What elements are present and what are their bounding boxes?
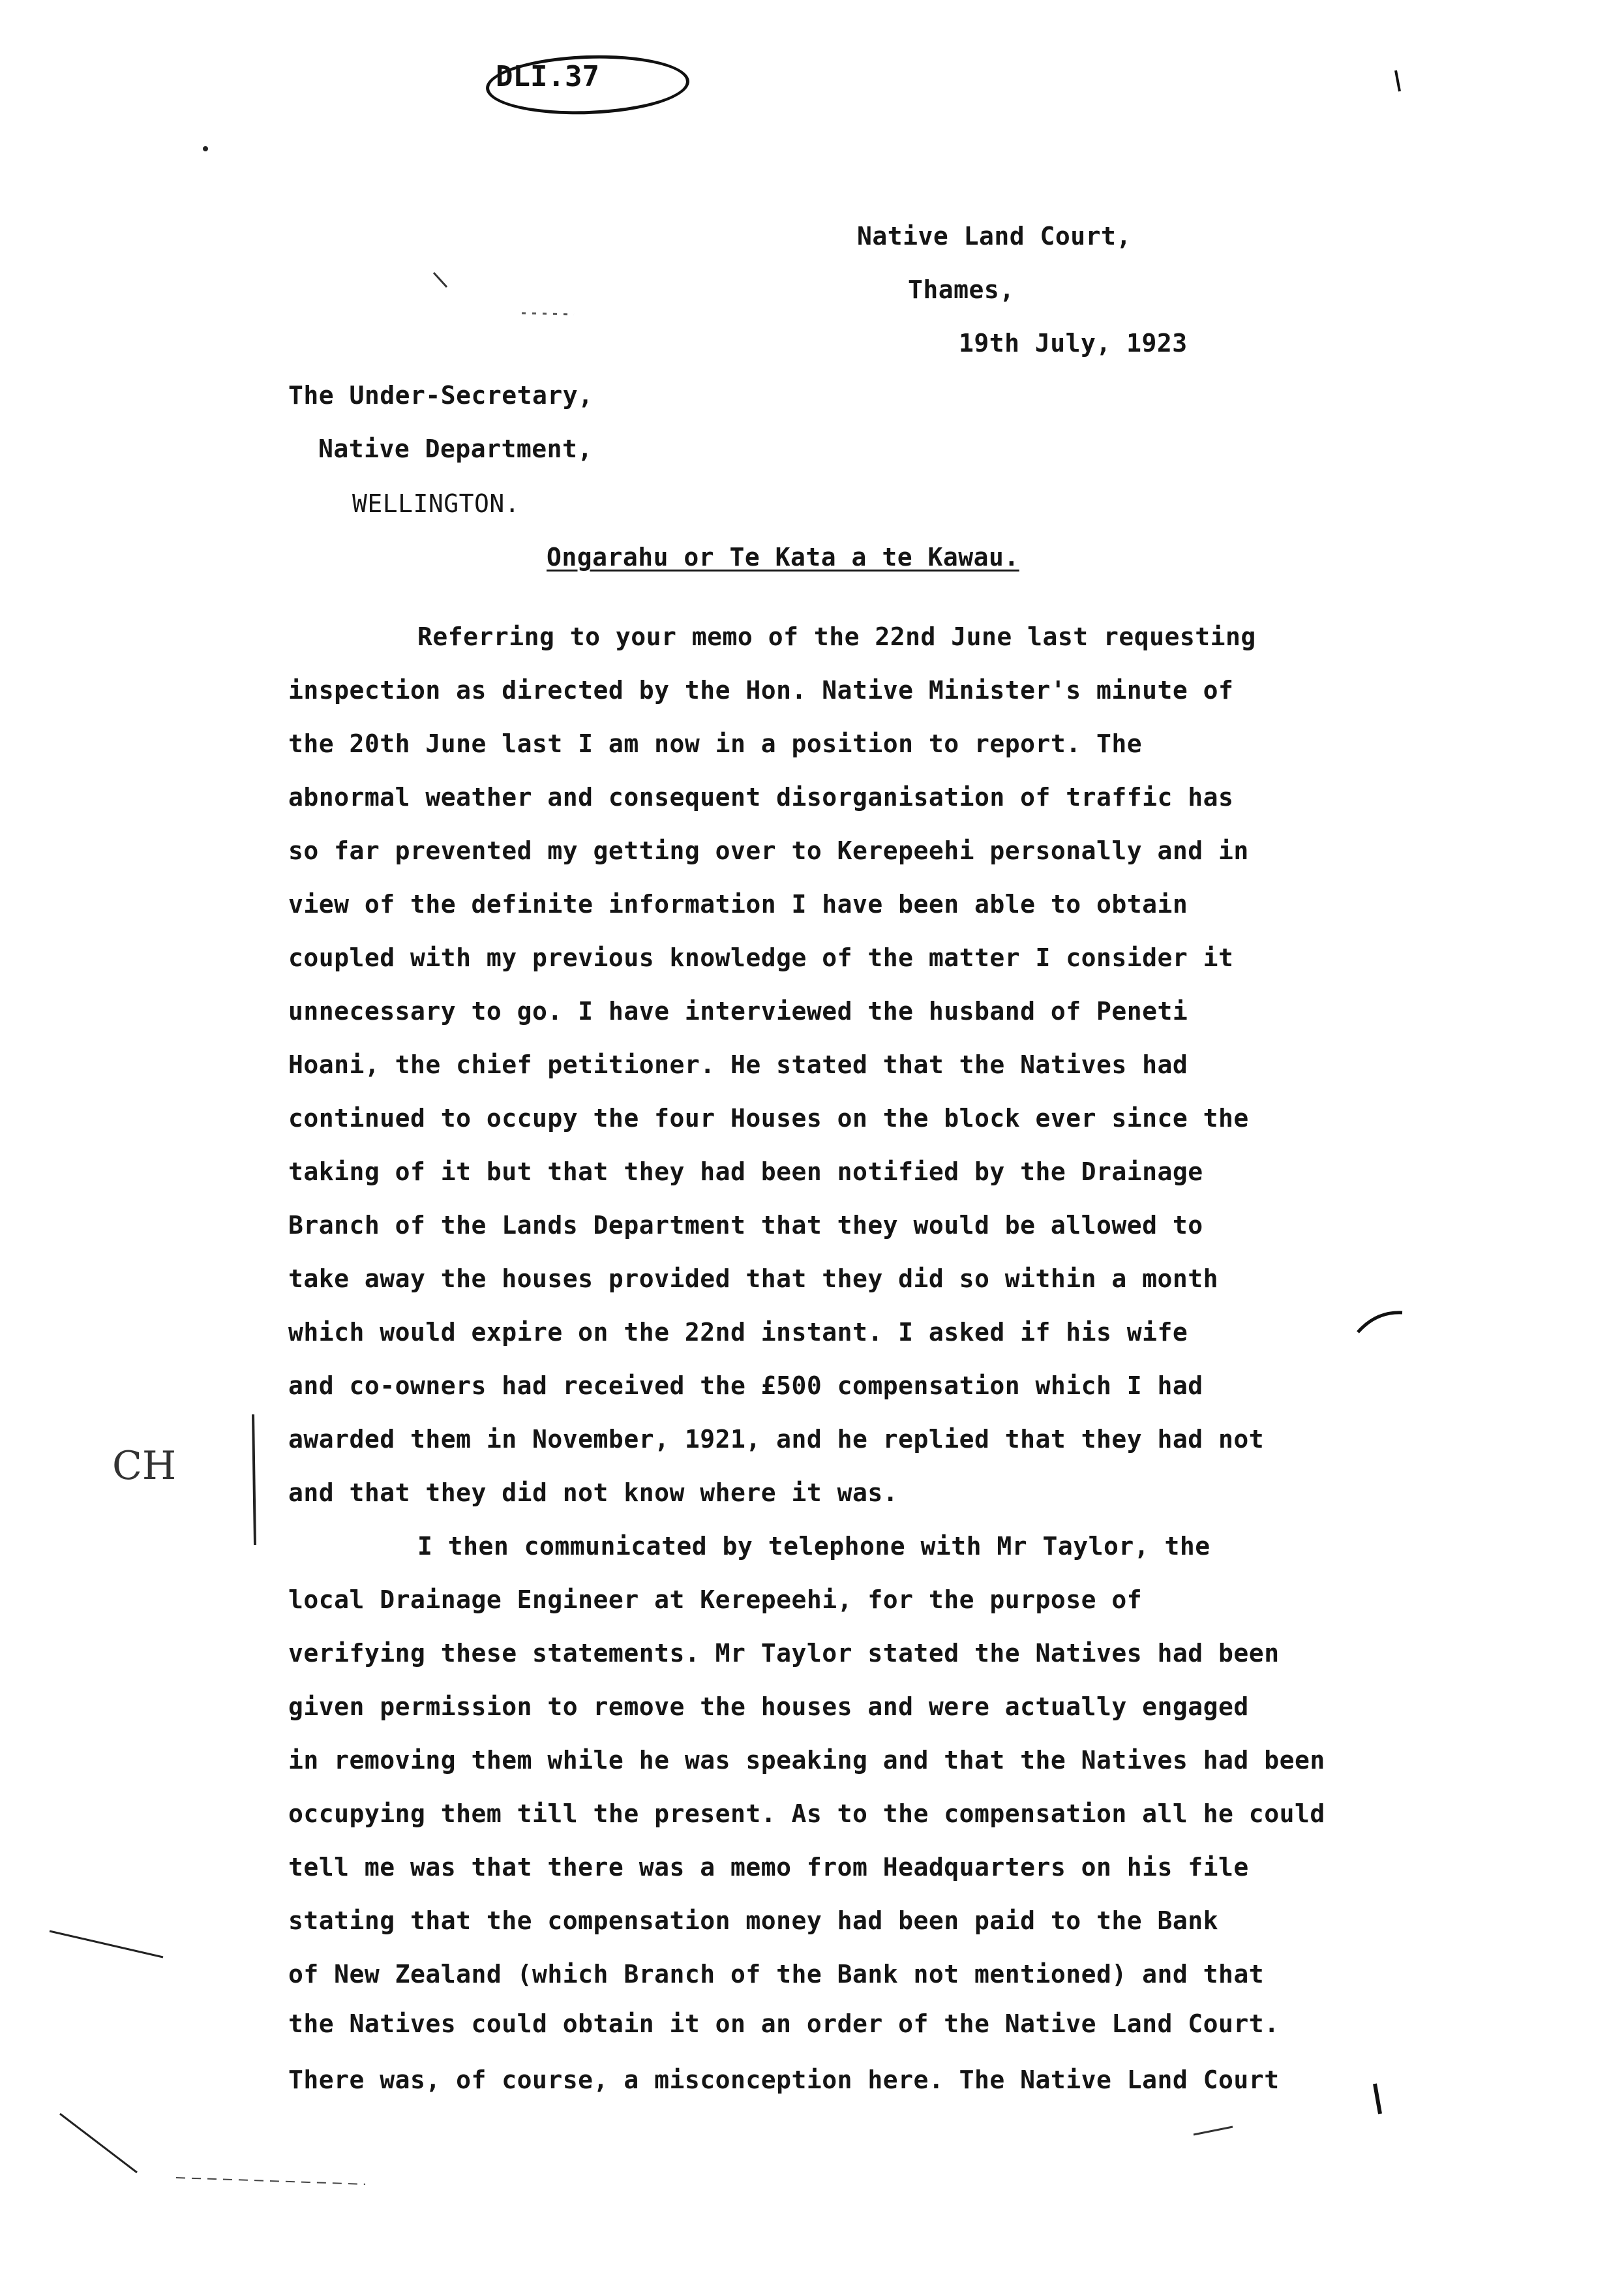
body-line: Hoani, the chief petitioner. He stated that the Natives had (288, 1050, 1188, 1079)
body-line: and co-owners had received the £500 compensation which I had (288, 1371, 1203, 1400)
body-line: abnormal weather and consequent disorganisation of traffic has (288, 783, 1234, 812)
body-line: inspection as directed by the Hon. Native Minister's minute of (288, 676, 1234, 705)
pen-stroke (60, 2114, 137, 2172)
body-line: awarded them in November, 1921, and he replied that they had not (288, 1425, 1265, 1454)
body-line: verifying these statements. Mr Taylor stated the Natives had been (288, 1639, 1280, 1668)
margin-annotation: CH (112, 1443, 177, 1489)
body-line: taking of it but that they had been notified by the Drainage (288, 1157, 1203, 1186)
body-line: so far prevented my getting over to Kerepeehi personally and in (288, 836, 1249, 865)
body-line: of New Zealand (which Branch of the Bank not mentioned) and that (288, 1960, 1265, 1989)
sender-court: Native Land Court, (857, 222, 1132, 251)
body-line: There was, of course, a misconception here. The Native Land Court (288, 2065, 1280, 2094)
recipient-title: The Under-Secretary, (288, 381, 594, 410)
body-line: I then communicated by telephone with Mr Taylor, the (417, 1532, 1210, 1561)
letter-date: 19th July, 1923 (959, 329, 1188, 358)
pen-stroke (1375, 2084, 1380, 2114)
body-line: which would expire on the 22nd instant. I asked if his wife (288, 1318, 1188, 1347)
subject-heading: Ongarahu or Te Kata a te Kawau. (547, 543, 1019, 572)
body-line: coupled with my previous knowledge of the matter I consider it (288, 943, 1234, 972)
body-line: the Natives could obtain it on an order of the Native Land Court. (288, 2009, 1280, 2038)
recipient-department: Native Department, (318, 434, 593, 463)
body-line: continued to occupy the four Houses on the block ever since the (288, 1104, 1249, 1133)
scan-speck (434, 273, 447, 287)
body-line: and that they did not know where it was. (288, 1478, 899, 1507)
margin-bracket (253, 1414, 255, 1545)
body-line: occupying them till the present. As to the compensation all he could (288, 1799, 1325, 1828)
body-line: given permission to remove the houses and were actually engaged (288, 1692, 1249, 1721)
body-line: tell me was that there was a memo from Headquarters on his file (288, 1853, 1249, 1882)
body-line: local Drainage Engineer at Kerepeehi, for the purpose of (288, 1585, 1143, 1614)
body-line: stating that the compensation money had been paid to the Bank (288, 1906, 1219, 1935)
body-line: take away the houses provided that they did so within a month (288, 1264, 1219, 1293)
body-line: Referring to your memo of the 22nd June last requesting (417, 622, 1256, 651)
stray-mark (1396, 70, 1400, 91)
body-line: Branch of the Lands Department that they would be allowed to (288, 1211, 1203, 1240)
sender-town: Thames, (908, 275, 1015, 304)
pen-stroke (176, 2178, 365, 2184)
margin-tick (1358, 1313, 1402, 1332)
scan-speck (203, 146, 208, 151)
body-line: view of the definite information I have been able to obtain (288, 890, 1188, 919)
pen-stroke (1194, 2127, 1233, 2135)
recipient-city: WELLINGTON. (352, 489, 520, 518)
body-line: unnecessary to go. I have interviewed the husband of Peneti (288, 997, 1188, 1026)
body-line: the 20th June last I am now in a position to report. The (288, 729, 1143, 758)
file-reference: DLI.37 (496, 60, 599, 93)
body-line: in removing them while he was speaking and that the Natives had been (288, 1746, 1325, 1775)
scan-speck (522, 313, 574, 314)
pen-stroke (50, 1931, 163, 1957)
